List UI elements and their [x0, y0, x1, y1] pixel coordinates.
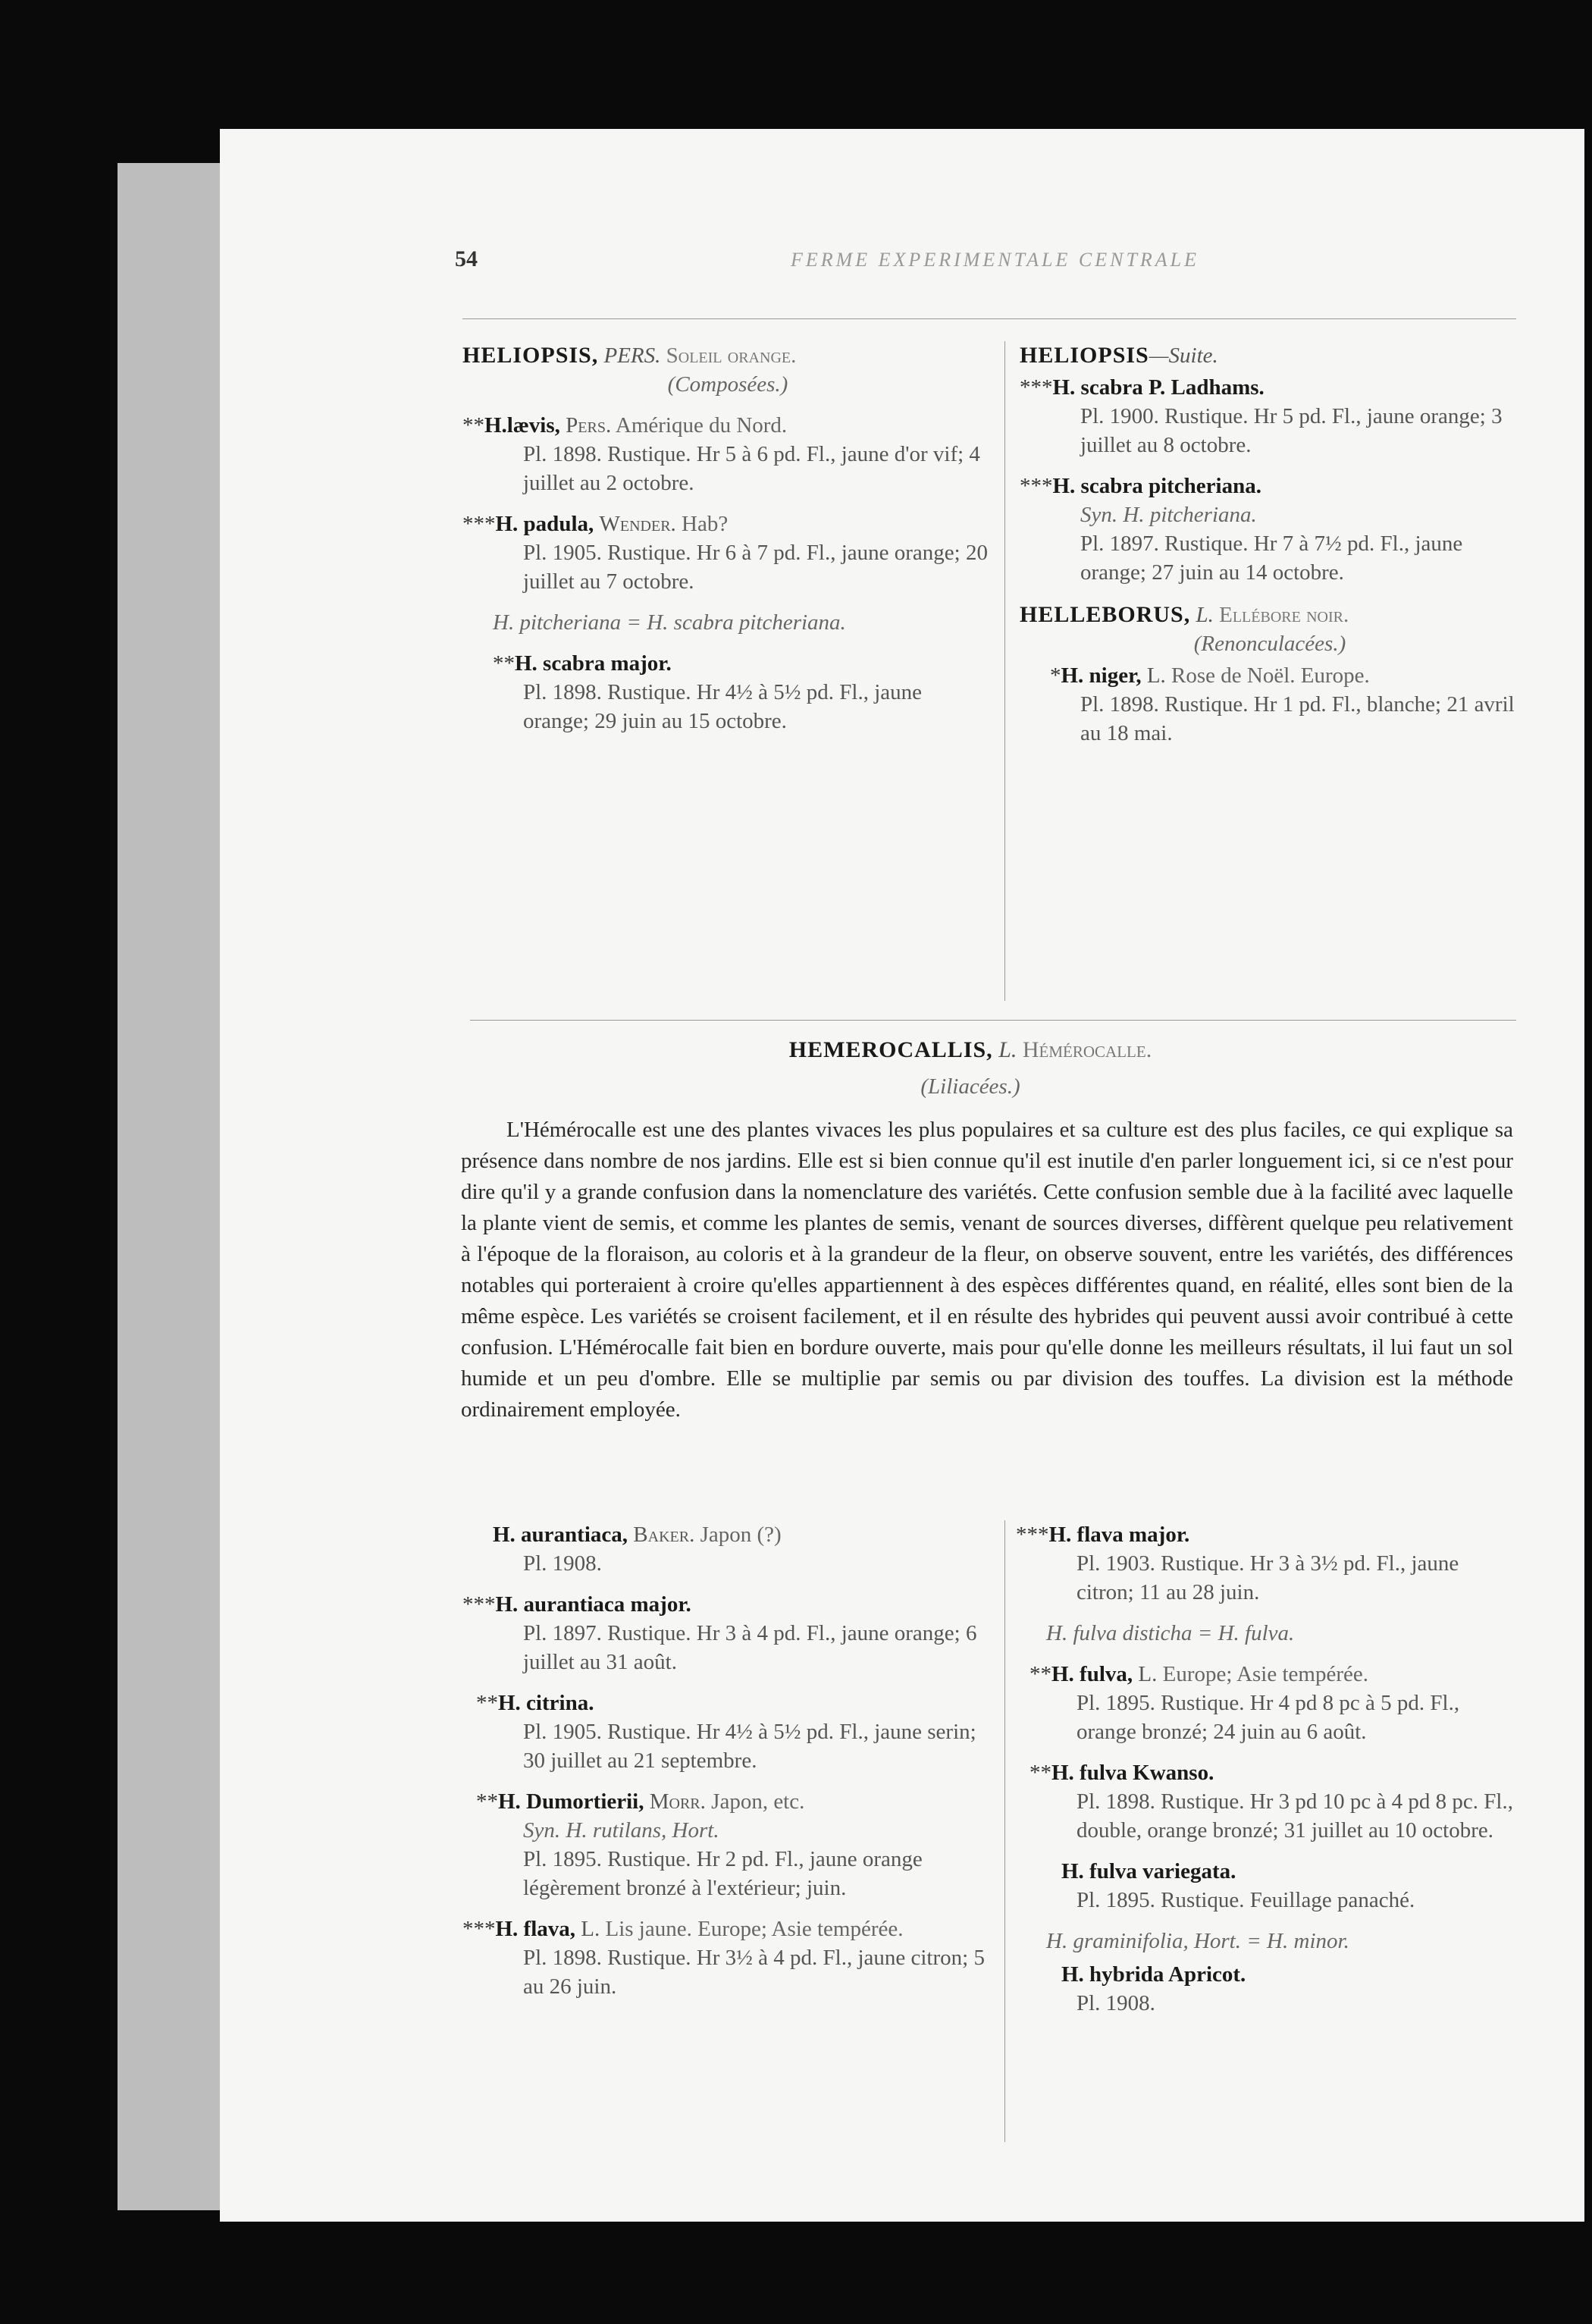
section-rule [470, 1020, 1516, 1021]
plant-synonym: Syn. H. pitcheriana. [1080, 503, 1257, 527]
plant-name: H. padula, [495, 512, 594, 536]
plant-entry [1016, 1857, 1520, 1915]
running-title: FERME EXPERIMENTALE CENTRALE [790, 249, 1200, 271]
plant-name: H. citrina. [498, 1691, 594, 1715]
plant-entry [1020, 472, 1520, 587]
header-rule [462, 318, 1516, 319]
plant-name: H. flava, [495, 1917, 576, 1941]
rating-stars: *** [462, 512, 496, 536]
rating-stars: *** [462, 1917, 496, 1941]
rating-stars: *** [462, 1592, 496, 1617]
plant-author: Wender. [599, 512, 676, 536]
plant-origin: Europe; Asie tempérée. [1162, 1662, 1368, 1686]
column-divider [1004, 341, 1005, 1001]
genus-name: HELIOPSIS, [462, 343, 599, 368]
plant-description: Pl. 1898. Rustique. Hr 5 à 6 pd. Fl., jaune d'or vif; 4 juillet au 2 octobre. [523, 442, 980, 495]
genus-suite: —Suite. [1149, 343, 1218, 368]
plant-author: L. [1146, 663, 1166, 688]
genus-common-name: Hémérocalle. [1022, 1037, 1152, 1062]
rating-stars: ** [493, 651, 515, 676]
plant-synonym: Syn. H. rutilans, Hort. [523, 1818, 719, 1843]
plant-description: Pl. 1898. Rustique. Hr 1 pd. Fl., blanche; 21 avril au 18 mai. [1080, 692, 1515, 745]
rating-stars: * [1050, 663, 1061, 688]
plant-name: H. Dumortierii, [498, 1789, 644, 1814]
plant-entry [462, 411, 993, 497]
rating-stars: *** [1016, 1523, 1049, 1547]
bottom-left-column [462, 1520, 993, 2001]
plant-name: H. scabra major. [515, 651, 672, 676]
plant-author: Morr. [649, 1789, 706, 1814]
plant-name: H. fulva Kwanso. [1051, 1761, 1214, 1785]
plant-entry [462, 649, 993, 735]
plant-description: Pl. 1908. [523, 1551, 602, 1576]
plant-name: H. hybrida Apricot. [1061, 1962, 1246, 1987]
genus-name: HEMEROCALLIS, [788, 1037, 993, 1062]
plant-entry [1020, 661, 1520, 748]
rating-stars: ** [476, 1789, 498, 1814]
plant-entry [462, 1520, 993, 1578]
bottom-right-column [1016, 1520, 1520, 2018]
genus-author: PERS. [603, 343, 661, 368]
plant-entry [1016, 1660, 1520, 1746]
plant-name: H. aurantiaca major. [495, 1592, 691, 1617]
plant-entry [462, 510, 993, 596]
plant-name: H. fulva, [1051, 1662, 1133, 1686]
column-divider [1004, 1520, 1005, 2142]
plant-name: H. scabra pitcheriana. [1052, 474, 1261, 498]
cross-reference: H. graminifolia, Hort. = H. minor. [1046, 1929, 1349, 1953]
plant-description: Pl. 1900. Rustique. Hr 5 pd. Fl., jaune orange; 3 juillet au 8 octobre. [1080, 404, 1503, 457]
top-right-column [1020, 341, 1520, 748]
genus-heading [462, 341, 993, 370]
plant-entry [462, 1787, 993, 1902]
plant-description: Pl. 1897. Rustique. Hr 7 à 7½ pd. Fl., jaune orange; 27 juin au 14 octobre. [1080, 532, 1463, 585]
plant-origin: Japon (?) [700, 1523, 782, 1547]
family-name: (Liliacées.) [920, 1074, 1020, 1099]
plant-description: Pl. 1898. Rustique. Hr 3 pd 10 pc à 4 pd 8 pc. Fl., double, orange bronzé; 31 juillet au 10 octobre. [1076, 1789, 1513, 1843]
plant-name: H. flava major. [1048, 1523, 1190, 1547]
plant-name: H. fulva variegata. [1061, 1859, 1236, 1883]
plant-entry [462, 1689, 993, 1775]
plant-description: Pl. 1895. Rustique. Feuillage panaché. [1076, 1888, 1415, 1912]
plant-name: H. scabra P. Ladhams. [1052, 375, 1265, 400]
intro-paragraph: L'Hémérocalle est une des plantes vivaces les plus populaires et sa culture est des plus faciles, ce qui explique sa présence dans nombre de nos jardins. Elle est si bien connue qu'il est inutile d'en parler longuement ici, si ce n'est pour dire qu'il y a grande confusion dans la nomenclature des variétés. Cette confusion semble due à la facilité avec laquelle la plante vient de semis, et comme les plantes de semis, venant de sources diverses, diffèrent quelque peu relativement à l'époque de la floraison, au coloris et à la grandeur de la fleur, on observe souvent, entre les variétés, des différences notables qui porteraient à croire qu'elles appartiennent à des espèces différentes quand, en réalité, elles sont bien de la même espèce. Les variétés se croisent facilement, et il en résulte des hybrides qui peuvent aussi avoir contribué à cette confusion. L'Hémérocalle fait bien en bordure ouverte, mais pour qu'elle donne les meilleurs résultats, il lui faut un sol humide et un peu d'ombre. Elle se multiplie par semis ou par division des touffes. La division est la méthode ordinairement employée. [461, 1118, 1513, 1422]
plant-description: Pl. 1905. Rustique. Hr 4½ à 5½ pd. Fl., jaune serin; 30 juillet au 21 septembre. [523, 1720, 976, 1773]
plant-description: Pl. 1905. Rustique. Hr 6 à 7 pd. Fl., jaune orange; 20 juillet au 7 octobre. [523, 541, 988, 594]
plant-description: Pl. 1897. Rustique. Hr 3 à 4 pd. Fl., jaune orange; 6 juillet au 31 août. [523, 1621, 977, 1674]
document-page [220, 129, 1584, 2222]
genus-common-name: Soleil orange. [666, 343, 797, 368]
plant-entry [1020, 373, 1520, 459]
plant-author: Pers. [566, 413, 612, 438]
genus-name: HELLEBORUS, [1020, 602, 1191, 627]
plant-description: Pl. 1898. Rustique. Hr 4½ à 5½ pd. Fl., jaune orange; 29 juin au 15 octobre. [523, 680, 923, 733]
top-left-column [462, 341, 993, 735]
plant-entry [462, 1915, 993, 2001]
plant-name: H. niger, [1061, 663, 1142, 688]
page-number: 54 [455, 246, 478, 271]
rating-stars: *** [1020, 375, 1053, 400]
plant-name: H. aurantiaca, [493, 1523, 628, 1547]
genus-common-name: Ellébore noir. [1219, 603, 1349, 627]
hemerocallis-heading [440, 1035, 1501, 1065]
cross-reference: H. pitcheriana = H. scabra pitcheriana. [493, 610, 846, 635]
genus-heading [1020, 341, 1520, 370]
plant-origin: Japon, etc. [711, 1789, 805, 1814]
plant-entry [1016, 1520, 1520, 1607]
rating-stars: ** [1029, 1662, 1051, 1686]
rating-stars: *** [1020, 474, 1053, 498]
page-header [455, 246, 1512, 272]
plant-author: L. [1138, 1662, 1158, 1686]
plant-author: Baker. [633, 1523, 695, 1547]
genus-author: L. [1196, 603, 1214, 627]
plant-description: Pl. 1908. [1076, 1991, 1155, 2015]
family-name: (Composées.) [667, 372, 788, 397]
plant-author: L. [581, 1917, 600, 1941]
genus-author: L. [998, 1037, 1017, 1062]
genus-name: HELIOPSIS [1020, 343, 1149, 368]
plant-description: Pl. 1895. Rustique. Hr 2 pd. Fl., jaune orange légèrement bronzé à l'extérieur; juin. [523, 1847, 923, 1900]
rating-stars: ** [1029, 1761, 1051, 1785]
rating-stars: ** [476, 1691, 498, 1715]
cross-reference: H. fulva disticha = H. fulva. [1046, 1621, 1295, 1645]
plant-entry [462, 1590, 993, 1676]
plant-origin: Lis jaune. Europe; Asie tempérée. [605, 1917, 904, 1941]
plant-origin: Rose de Noël. Europe. [1171, 663, 1370, 688]
plant-origin: Hab? [682, 512, 729, 536]
plant-description: Pl. 1898. Rustique. Hr 3½ à 4 pd. Fl., jaune citron; 5 au 26 juin. [523, 1946, 985, 1999]
plant-name: H.lævis, [484, 413, 560, 438]
plant-description: Pl. 1903. Rustique. Hr 3 à 3½ pd. Fl., jaune citron; 11 au 28 juin. [1076, 1551, 1459, 1604]
genus-heading [1020, 601, 1520, 629]
plant-entry [1016, 1758, 1520, 1845]
family-name: (Renonculacées.) [1193, 632, 1346, 656]
plant-origin: Amérique du Nord. [615, 413, 788, 438]
rating-stars: ** [462, 413, 484, 438]
plant-entry [1016, 1960, 1520, 2018]
plant-description: Pl. 1895. Rustique. Hr 4 pd 8 pc à 5 pd. Fl., orange bronzé; 24 juin au 6 août. [1076, 1691, 1460, 1744]
